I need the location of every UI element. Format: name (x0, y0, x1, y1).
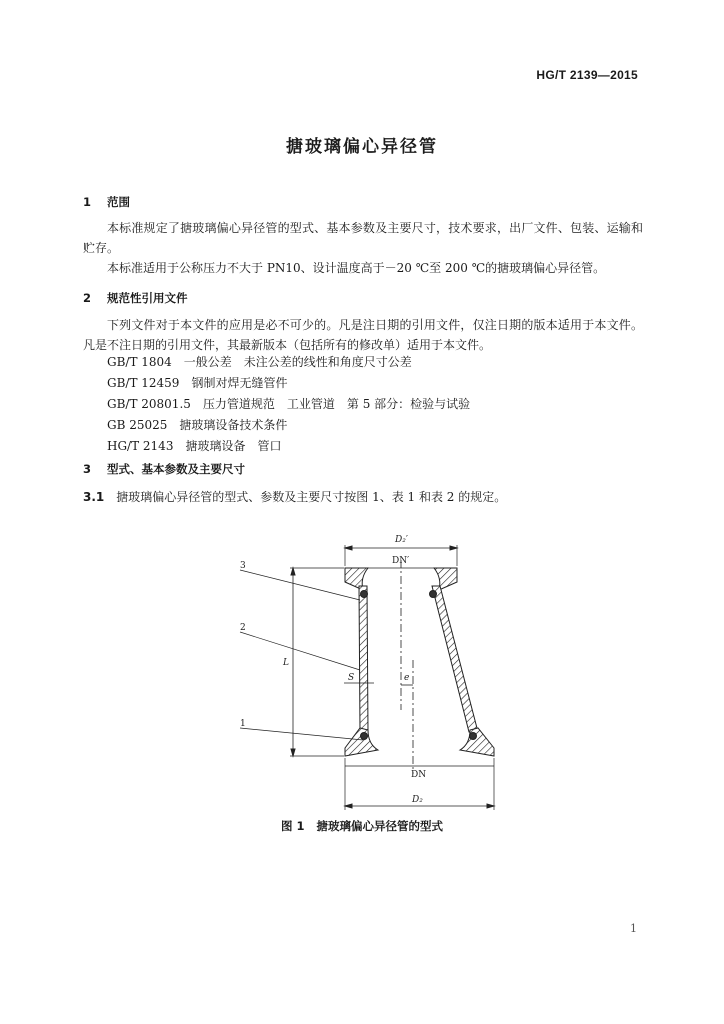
figure-caption (0, 818, 724, 834)
figure-number: 图 1 (280, 819, 305, 833)
section-title: 规范性引用文件 (107, 291, 188, 305)
figure-eccentric-reducer (220, 530, 510, 815)
label-length: L (283, 658, 289, 668)
reference-item: GB/T 20801.5 压力管道规范 工业管道 第 5 部分：检验与试验 (107, 397, 471, 411)
normative-intro: 下列文件对于本文件的应用是必不可少的。凡是注日期的引用文件，仅注日期的版本适用于本文件。凡是不注日期的引用文件，其最新版本（包括所有的修改单）适用于本文件。 (83, 318, 643, 352)
reference-item: GB/T 12459 钢制对焊无缝管件 (107, 376, 288, 390)
left-wall (359, 586, 368, 732)
bottom-flange-right (460, 728, 494, 756)
label-dn-bottom: DN (411, 770, 427, 780)
reducer-drawing (220, 530, 510, 815)
callout-1: 1 (240, 719, 246, 729)
label-dn-top: DN′ (392, 556, 410, 566)
reference-item: HG/T 2143 搪玻璃设备 管口 (107, 439, 282, 453)
section-number: 1 (83, 195, 92, 209)
standard-number: HG/T 2139—2015 (536, 68, 638, 82)
section-2-heading (83, 290, 188, 306)
label-thickness: S (348, 673, 355, 683)
document-title: 搪玻璃偏心异径管 (286, 137, 438, 157)
leader-1 (240, 728, 363, 740)
reference-item: GB/T 1804 一般公差 未注公差的线性和角度尺寸公差 (107, 355, 412, 369)
section-number: 3 (83, 462, 92, 476)
section-number: 2 (83, 291, 92, 305)
section-title: 范围 (107, 195, 130, 209)
bottom-flange-left (345, 728, 378, 756)
section-title: 型式、基本参数及主要尺寸 (107, 462, 245, 476)
label-d2-bottom: D₂ (412, 795, 423, 805)
label-d2-top: D₂′ (395, 535, 408, 545)
callout-3: 3 (240, 561, 246, 571)
figure-title: 搪玻璃偏心异径管的型式 (316, 819, 443, 833)
clause-number: 3.1 (83, 490, 105, 504)
scope-paragraph-2: 本标准适用于公称压力不大于 PN10、设计温度高于－20 ℃至 200 ℃的搪玻璃偏心异径管。 (107, 261, 606, 275)
leader-3 (240, 570, 360, 600)
page-number: 1 (630, 922, 637, 935)
section-3-heading (83, 461, 245, 477)
reference-item: GB 25025 搪玻璃设备技术条件 (107, 418, 288, 432)
label-eccentricity: e (404, 673, 410, 683)
callout-2: 2 (240, 623, 246, 633)
gasket-bottom-left (361, 733, 368, 740)
gasket-top-left (361, 591, 368, 598)
gasket-bottom-right (470, 733, 477, 740)
clause-text: 搪玻璃偏心异径管的型式、参数及主要尺寸按图 1、表 1 和表 2 的规定。 (116, 490, 507, 504)
gasket-top-right (430, 591, 437, 598)
section-1-heading (83, 194, 130, 210)
right-wall (432, 586, 478, 732)
leader-2 (240, 632, 360, 670)
clause-3-1 (83, 488, 506, 505)
scope-paragraph-1: 本标准规定了搪玻璃偏心异径管的型式、基本参数及主要尺寸，技术要求，出厂文件、包装、运输和贮存。 (83, 221, 643, 255)
